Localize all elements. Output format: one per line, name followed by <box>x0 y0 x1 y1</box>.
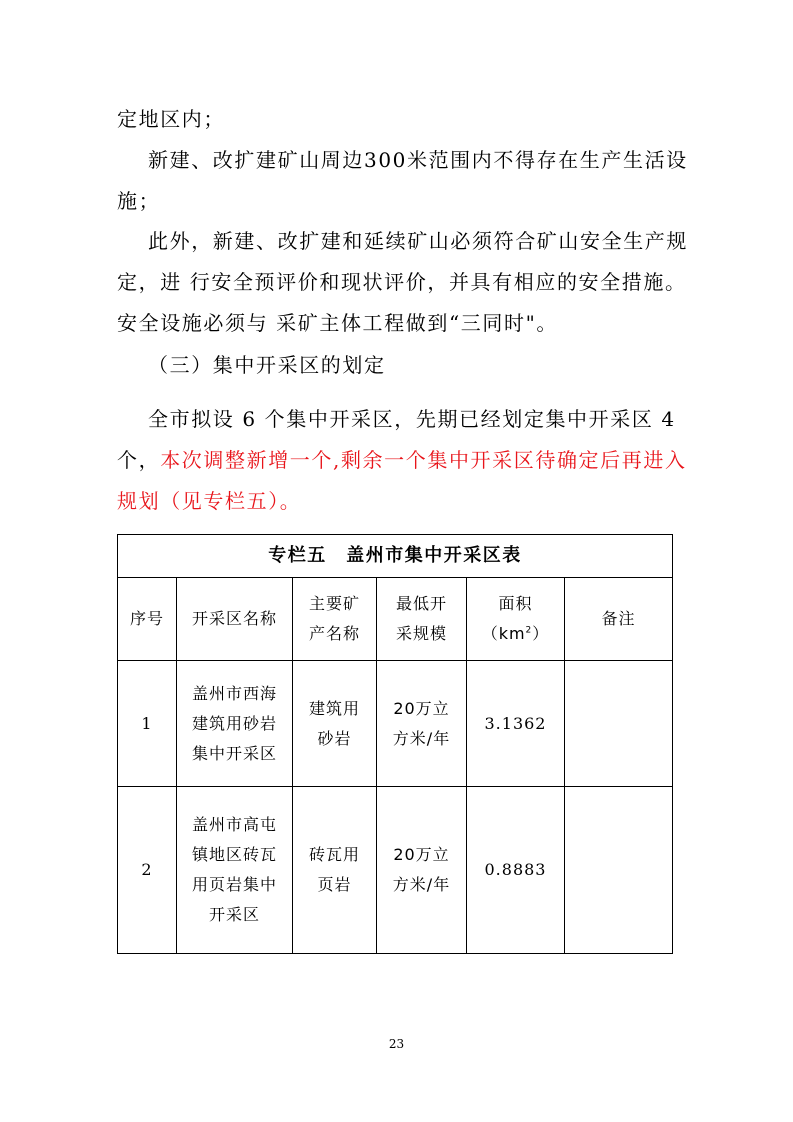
header-note: 备注 <box>565 578 673 661</box>
para-line: 全市拟设 6 个集中开采区，先期已经划定集中开采区 4 <box>148 407 676 431</box>
table-title: 专栏五 盖州市集中开采区表 <box>118 535 673 578</box>
cell-mineral: 建筑用 砂岩 <box>293 661 377 787</box>
cell-name: 盖州市西海 建筑用砂岩 集中开采区 <box>177 661 293 787</box>
table-row <box>118 787 673 954</box>
cell-seq: 2 <box>118 787 177 954</box>
cell-scale: 20万立 方米/年 <box>377 661 467 787</box>
header-area: 面积 $(km^2)$ <box>467 578 565 661</box>
highlighted-text: 本次调整新增一个,剩余一个集中开采区待确定后再进入 <box>160 448 687 472</box>
para-line: 施； <box>117 189 161 213</box>
table-row <box>118 661 673 787</box>
para-line: 安全设施必须与 采矿主体工程做到“三同时"。 <box>117 311 558 335</box>
para-line <box>117 446 687 474</box>
section-heading: （三）集中开采区的划定 <box>148 353 386 377</box>
highlighted-text: 规划（见专栏五）。 <box>117 489 302 513</box>
para-line: 新建、改扩建矿山周边300米范围内不得存在生产生活设 <box>148 148 688 172</box>
header-seq: 序号 <box>118 578 177 661</box>
header-name: 开采区名称 <box>177 578 293 661</box>
cell-scale: 20万立 方米/年 <box>377 787 467 954</box>
header-mineral: 主要矿 产名称 <box>293 578 377 661</box>
para-text: 个， <box>117 448 161 472</box>
para-line: 定地区内； <box>117 107 225 131</box>
cell-area: 3.1362 <box>467 661 565 787</box>
cell-note <box>565 661 673 787</box>
cell-mineral: 砖瓦用 页岩 <box>293 787 377 954</box>
header-scale: 最低开 采规模 <box>377 578 467 661</box>
cell-area: 0.8883 <box>467 787 565 954</box>
cell-note <box>565 787 673 954</box>
para-line: 此外，新建、改扩建和延续矿山必须符合矿山安全生产规 <box>148 229 688 253</box>
para-line: 定，进 行安全预评价和现状评价，并具有相应的安全措施。 <box>117 270 687 294</box>
cell-seq: 1 <box>118 661 177 787</box>
table-header-row <box>118 578 673 661</box>
mining-zone-table <box>117 534 673 954</box>
cell-name: 盖州市高屯 镇地区砖瓦 用页岩集中 开采区 <box>177 787 293 954</box>
page-number: 23 <box>388 1037 405 1051</box>
